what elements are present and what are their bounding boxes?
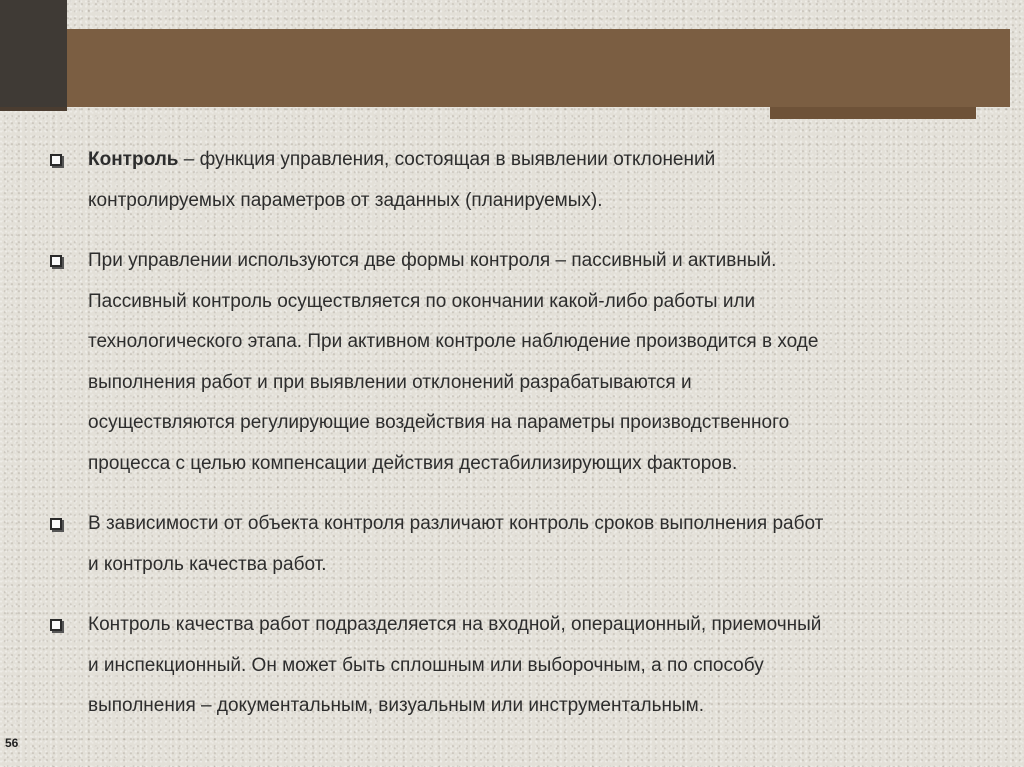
bullet-item-quality xyxy=(50,605,990,727)
slide-number: 56 xyxy=(5,736,19,750)
bullet-line: процесса с целью компенсации действия дестабилизирующих факторов. xyxy=(88,452,738,474)
left-accent-bar xyxy=(0,0,67,107)
bullet-line-text: – функция управления, состоящая в выявлении отклонений xyxy=(183,149,716,170)
bullet-text xyxy=(88,241,990,484)
bullet-item-definition xyxy=(50,140,990,221)
bullet-item-forms xyxy=(50,241,990,484)
hollow-square-bullet-icon xyxy=(50,255,62,267)
bullet-line xyxy=(88,140,990,181)
bullet-line: и инспекционный. Он может быть сплошным или выборочным, а по способу xyxy=(88,654,764,676)
bullet-line: Пассивный контроль осуществляется по окончании какой-либо работы или xyxy=(88,290,756,312)
bullet-list xyxy=(50,140,990,727)
hollow-square-bullet-icon xyxy=(50,619,62,631)
bullet-line: В зависимости от объекта контроля различают контроль сроков выполнения работ xyxy=(88,513,824,534)
bullet-line: Контроль качества работ подразделяется на входной, операционный, приемочный xyxy=(88,614,822,635)
bullet-line: и контроль качества работ. xyxy=(88,553,327,575)
bullet-line: выполнения – документальным, визуальным или инструментальным. xyxy=(88,695,704,716)
header-underline-right xyxy=(770,107,976,119)
hollow-square-bullet-icon xyxy=(50,154,62,166)
hollow-square-bullet-icon xyxy=(50,518,62,530)
bullet-item-object xyxy=(50,504,990,585)
bullet-line: выполнения работ и при выявлении отклонений разрабатываются и xyxy=(88,371,692,393)
bullet-text xyxy=(88,504,990,585)
header-band xyxy=(0,29,1010,107)
bullet-text xyxy=(88,605,990,727)
bullet-line: контролируемых параметров от заданных (планируемых). xyxy=(88,189,603,211)
header-underline-left xyxy=(0,107,67,111)
bullet-text xyxy=(88,140,990,221)
bullet-line: При управлении используются две формы контроля – пассивный и активный. xyxy=(88,250,777,271)
bold-term: Контроль xyxy=(88,149,179,170)
bullet-line: осуществляются регулирующие воздействия на параметры производственного xyxy=(88,412,790,433)
bullet-line: технологического этапа. При активном контроле наблюдение производится в ходе xyxy=(88,331,819,352)
